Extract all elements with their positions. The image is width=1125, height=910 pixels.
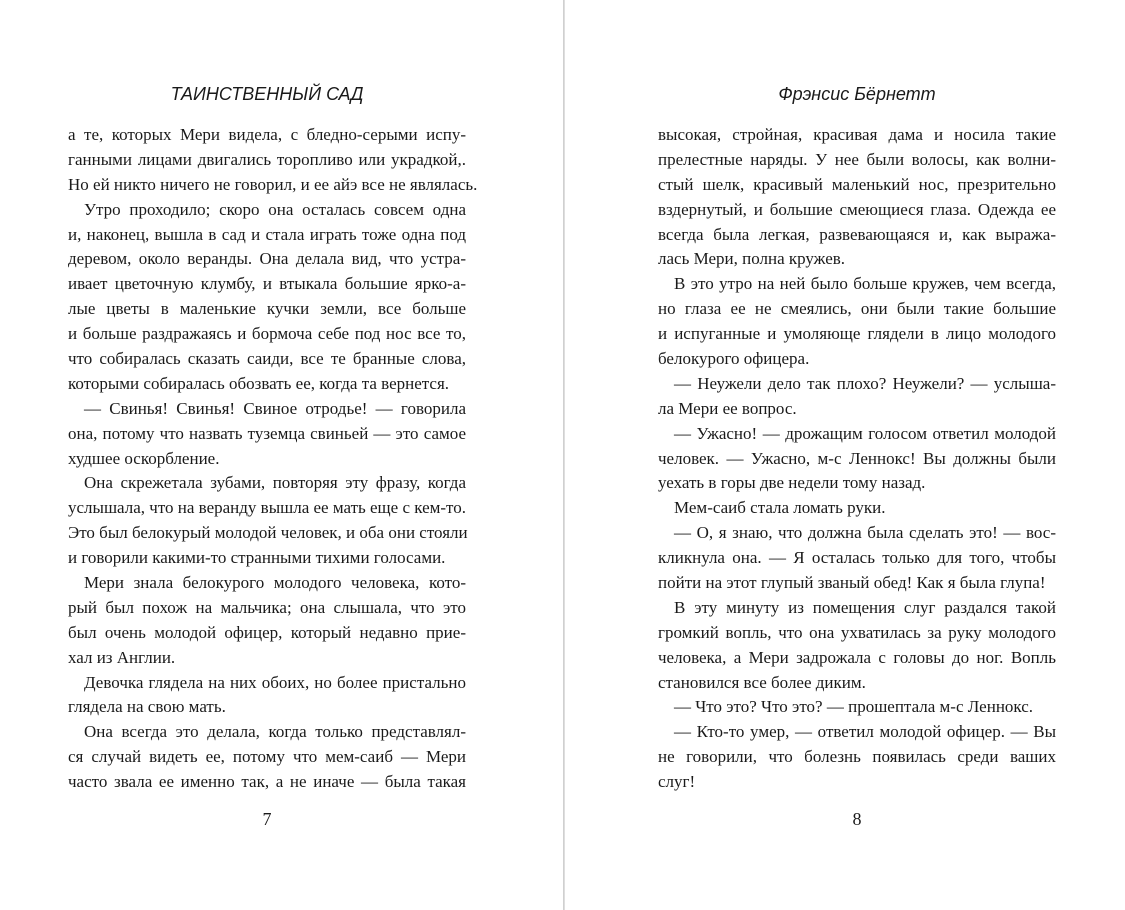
text-line: В эту минуту из помещения слуг раздался такой bbox=[674, 597, 1056, 617]
text-line: но глаза ее не смеялись, они были такие большие bbox=[658, 299, 1056, 319]
text-line: что собиралась сказать саиди, все те бранные слова, bbox=[68, 349, 466, 369]
text-line: пойти на этот глупый званый обед! Как я была глупа! bbox=[658, 573, 1046, 593]
running-head-title: ТАИНСТВЕННЫЙ САД bbox=[170, 84, 364, 104]
text-line: — Кто-то умер, — ответил молодой офицер. — Вы bbox=[674, 722, 1056, 742]
text-line: человек. — Ужасно, м-с Леннокс! Вы должны были bbox=[658, 448, 1056, 468]
text-line: кликнула она. — Я осталась только для того, чтобы bbox=[658, 548, 1056, 568]
text-line: В это утро на ней было больше кружев, чем всегда, bbox=[674, 274, 1056, 294]
text-line: белокурого офицера. bbox=[658, 349, 810, 369]
text-line: становился все более диким. bbox=[658, 672, 866, 692]
text-line: ивает цветочную клумбу, и втыкала большие ярко-а- bbox=[68, 274, 466, 294]
text-line: уехать в горы две недели тому назад. bbox=[658, 473, 926, 493]
text-line: глядела на свою мать. bbox=[68, 697, 226, 717]
right-page bbox=[565, 0, 1125, 910]
text-line: прелестные наряды. У нее были волосы, как волни- bbox=[658, 149, 1056, 169]
text-line: Она скрежетала зубами, повторяя эту фразу, когда bbox=[84, 473, 466, 493]
text-line: услышала, что на веранду вышла ее мать еще с кем-то. bbox=[68, 498, 466, 518]
text-line: — Свинья! Свинья! Свиное отродье! — говорила bbox=[84, 398, 466, 418]
text-line: лые цветы в маленькие кучки земли, все больше bbox=[68, 299, 466, 319]
text-line: ла Мери ее вопрос. bbox=[658, 398, 797, 418]
text-line: громкий вопль, что она ухватилась за руку молодого bbox=[658, 622, 1056, 642]
text-line: вздернутый, и большие смеющиеся глаза. Одежда ее bbox=[658, 199, 1056, 219]
text-line: она, потому что назвать туземца свиньей — это самое bbox=[68, 423, 466, 443]
left-page-text bbox=[68, 123, 478, 795]
page-number: 8 bbox=[852, 809, 862, 829]
text-line: ся случай видеть ее, потому что мем-саиб — Мери bbox=[68, 747, 466, 767]
text-line: человека, а Мери задрожала с головы до ног. Вопль bbox=[658, 647, 1056, 667]
text-line: и испуганные и умоляюще глядели в лицо молодого bbox=[658, 324, 1056, 344]
text-line: Это был белокурый молодой человек, и оба они стояли bbox=[68, 523, 468, 543]
right-page-text bbox=[658, 123, 1056, 795]
text-line: Утро проходило; скоро она осталась совсем одна bbox=[84, 199, 466, 219]
text-line: высокая, стройная, красивая дама и носила такие bbox=[658, 125, 1056, 144]
text-line: лась Мери, полна кружев. bbox=[658, 249, 846, 269]
text-line: — Ужасно! — дрожащим голосом ответил молодой bbox=[674, 423, 1056, 443]
text-line: Мем-саиб стала ломать руки. bbox=[674, 498, 886, 518]
text-line: — Что это? Что это? — прошептала м-с Леннокс. bbox=[674, 697, 1034, 717]
text-line: которыми собиралась обозвать ее, когда та вернется. bbox=[68, 373, 450, 393]
text-line: худшее оскорбление. bbox=[68, 448, 220, 468]
text-line: и говорили какими-то странными тихими голосами. bbox=[68, 548, 446, 568]
text-line: и больше раздражаясь и бормоча себе под нос все то, bbox=[68, 324, 466, 344]
page-number: 7 bbox=[262, 809, 272, 829]
text-line: всегда была легкая, развевающаяся и, как выража- bbox=[658, 224, 1056, 244]
text-line: часто звала ее именно так, а не иначе — была такая bbox=[68, 772, 466, 792]
text-line: слуг! bbox=[658, 772, 696, 792]
text-line: не говорили, что болезнь появилась среди ваших bbox=[658, 747, 1056, 767]
running-head-author: Фрэнсис Бёрнетт bbox=[778, 84, 936, 104]
text-line: стый шелк, красивый маленький нос, презрительно bbox=[658, 174, 1056, 194]
text-line: Она всегда это делала, когда только представлял- bbox=[84, 722, 466, 742]
text-line: а те, которых Мери видела, с бледно-серыми испу- bbox=[68, 125, 466, 144]
text-line: и, наконец, вышла в сад и стала играть тоже одна под bbox=[68, 224, 466, 244]
text-line: ганными лицами двигались торопливо или украдкой,. bbox=[68, 149, 466, 169]
text-line: деревом, около веранды. Она делала вид, что устра- bbox=[68, 249, 466, 269]
text-line: Мери знала белокурого молодого человека, кото- bbox=[84, 573, 466, 593]
text-line: был очень молодой офицер, который недавно прие- bbox=[68, 622, 466, 642]
text-line: Но ей никто ничего не говорил, и ее айэ все не являлась. bbox=[68, 174, 478, 194]
text-line: Девочка глядела на них обоих, но более пристально bbox=[84, 672, 466, 692]
text-line: хал из Англии. bbox=[68, 647, 176, 667]
text-line: рый был похож на мальчика; она слышала, что это bbox=[68, 597, 466, 617]
text-line: — О, я знаю, что должна была сделать это! — вос- bbox=[674, 523, 1056, 543]
text-line: — Неужели дело так плохо? Неужели? — услыша- bbox=[674, 373, 1056, 393]
